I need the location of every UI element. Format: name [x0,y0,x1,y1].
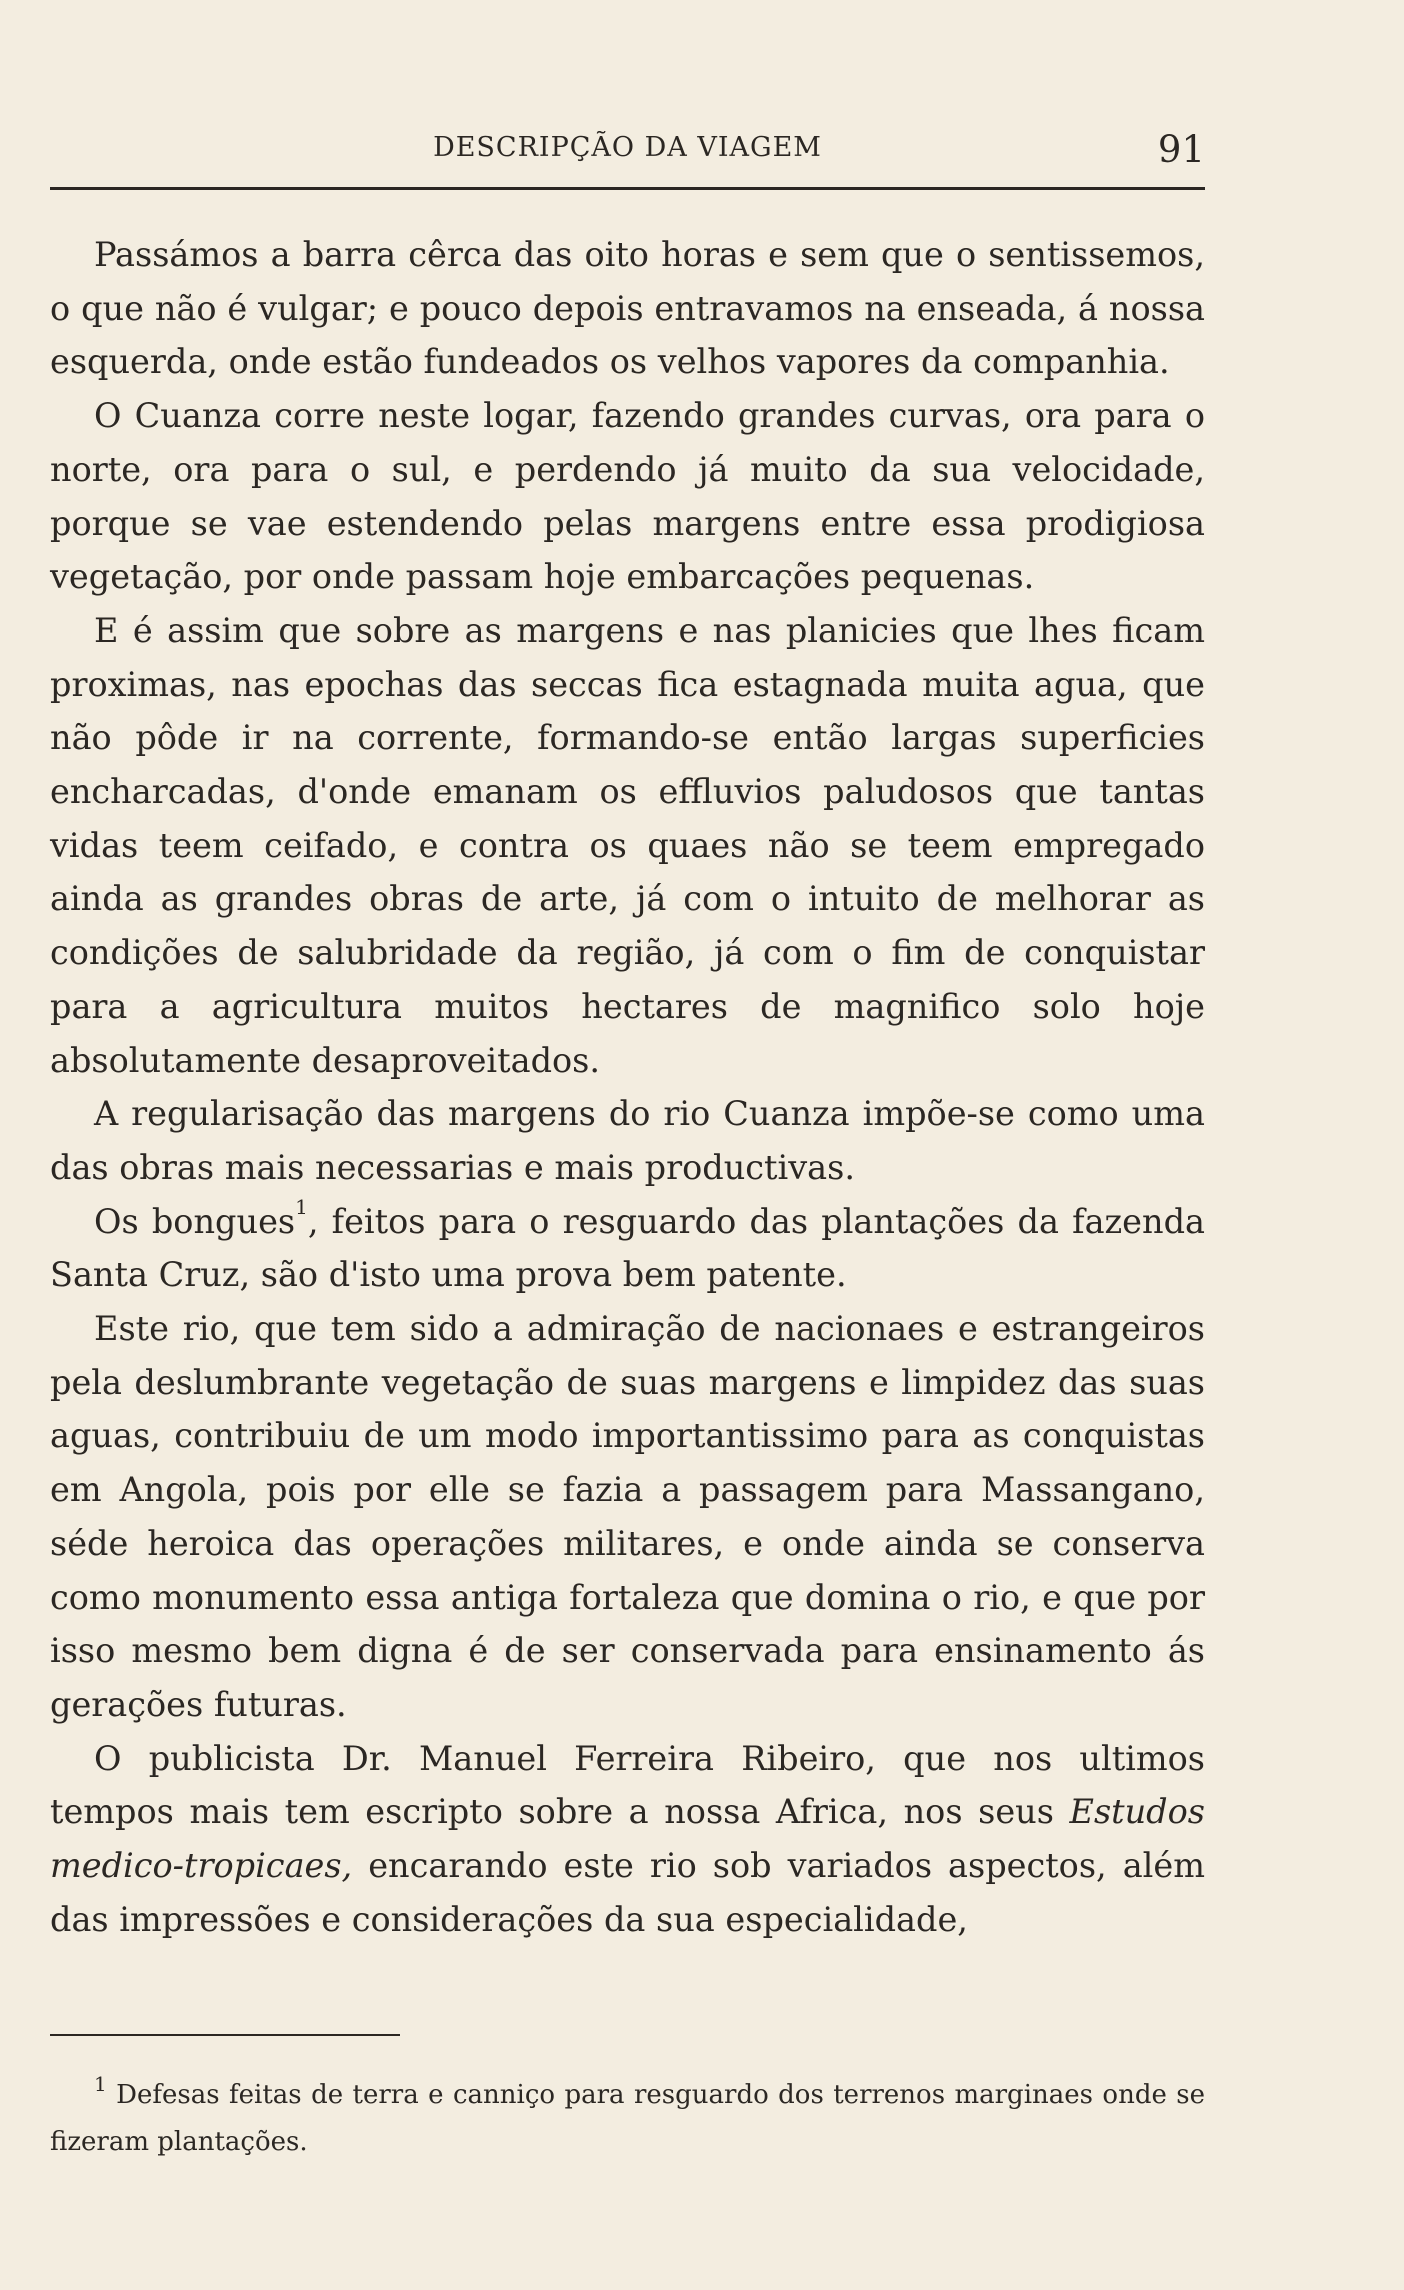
footnote-reference[interactable]: 1 [295,1194,308,1219]
paragraph-text: O publicista Dr. Manuel Ferreira Ribeiro, que nos ultimos tempos mais tem escripto sobre a nossa Africa, nos seus [50,1738,1205,1832]
paragraph [50,1732,1205,1947]
footnotes [50,2072,1205,2166]
footnote-marker: 1 [94,2072,107,2096]
header-rule [50,187,1205,190]
paragraph: E é assim que sobre as margens e nas planicies que lhes ficam proximas, nas epochas das seccas fica estagnada muita agua, que não pôde ir na corrente, formando-se então largas superficies encharcadas, d'onde emanam os effluvios paludosos que tantas vidas teem ceifado, e contra os quaes não se teem empregado ainda as grandes obras de arte, já com o intuito de melhorar as condições de salubridade da região, já com o fim de conquistar para a agricultura muitos hectares de magnifico solo hoje absolutamente desaproveitados. [50,610,1205,1080]
running-title: DESCRIPÇÃO DA VIAGEM [433,132,822,163]
paragraph-text: , feitos para o resguardo das plantações da fazenda Santa Cruz, são d'isto uma prova bem patente. [50,1201,1206,1295]
paragraph: Este rio, que tem sido a admiração de nacionaes e estrangeiros pela deslumbrante vegetação de suas margens e limpidez das suas aguas, contribuiu de um modo importantissimo para as conquistas em Angola, pois por elle se fazia a passagem para Massangano, séde heroica das operações militares, e onde ainda se conserva como monumento essa antiga fortaleza que domina o rio, e que por isso mesmo bem digna é de ser conservada para ensinamento ás gerações futuras. [50,1309,1205,1724]
footnote [50,2072,1205,2166]
page-number: 91 [1157,128,1205,171]
paragraph: Passámos a barra cêrca das oito horas e sem que o sentissemos, o que não é vulgar; e pouco depois entravamos na enseada, á nossa esquerda, onde estão fundeados os velhos vapores da companhia. [50,235,1205,382]
footnote-text: Defesas feitas de terra e canniço para resguardo dos terrenos marginaes onde se fizeram plantações. [50,2080,1206,2157]
footnote-rule [50,2034,400,2036]
paragraph [50,1195,1205,1302]
italic-title: Estudos medico-tropicaes, [50,1792,1205,1886]
paragraph-text: Os bongues [94,1201,296,1241]
body-text [50,228,1205,1947]
paragraph: O Cuanza corre neste logar, fazendo grandes curvas, ora para o norte, ora para o sul, e perdendo já muito da sua velocidade, porque se vae estendendo pelas margens entre essa prodigiosa vegetação, por onde passam hoje embarcações pequenas. [50,396,1205,597]
paragraph: A regularisação das margens do rio Cuanza impõe-se como uma das obras mais necessarias e mais productivas. [50,1094,1205,1187]
paragraph-text: encarando este rio sob variados aspectos, além das impressões e considerações da sua especialidade, [50,1846,1205,1939]
running-header [50,128,1205,178]
